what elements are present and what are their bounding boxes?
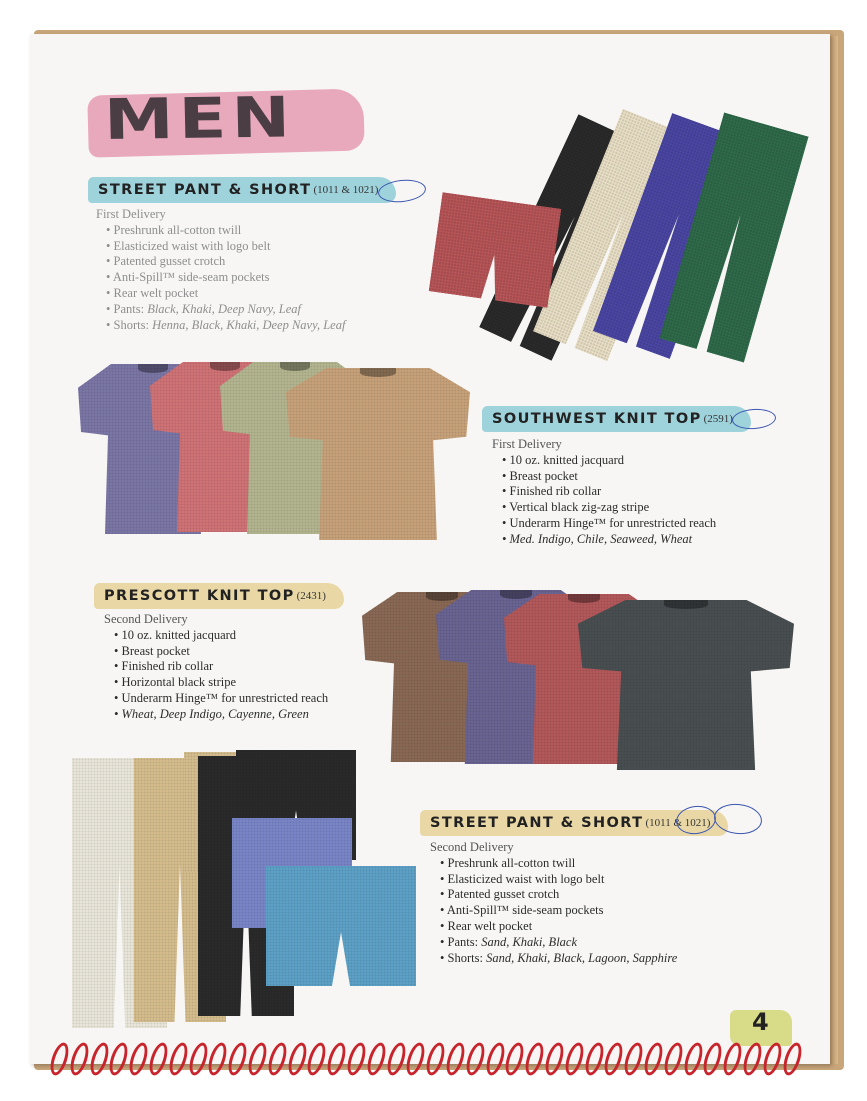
short-sapphire bbox=[266, 866, 416, 986]
pants-colors bbox=[440, 935, 677, 951]
spiral-coil bbox=[780, 1041, 805, 1078]
spiral-coil bbox=[582, 1041, 607, 1078]
spiral-coil bbox=[166, 1041, 191, 1078]
pants-colors bbox=[106, 302, 345, 318]
bullet-item: • Rear welt pocket bbox=[106, 286, 345, 302]
bullet-item: • Patented gusset crotch bbox=[106, 254, 345, 270]
southwest-knit-top-details bbox=[492, 437, 716, 548]
bullet-item: • Underarm Hinge™ for unrestricted reach bbox=[114, 691, 328, 707]
bullet-item: • Anti-Spill™ side-seam pockets bbox=[106, 270, 345, 286]
color-list: • Med. Indigo, Chile, Seaweed, Wheat bbox=[502, 532, 716, 548]
spiral-coil bbox=[720, 1041, 745, 1078]
spiral-coil bbox=[384, 1041, 409, 1078]
spiral-coil bbox=[621, 1041, 646, 1078]
bullet-item: • Rear welt pocket bbox=[440, 919, 677, 935]
spiral-coil bbox=[661, 1041, 686, 1078]
short-henna bbox=[429, 192, 562, 308]
spiral-coil bbox=[522, 1041, 547, 1078]
spiral-coil bbox=[285, 1041, 310, 1078]
pants-label: Pants: bbox=[113, 301, 148, 316]
southwest-tees-photo bbox=[78, 360, 470, 540]
shorts-label: Shorts: bbox=[113, 317, 153, 332]
spiral-coil bbox=[423, 1041, 448, 1078]
bullet-item: • Elasticized waist with logo belt bbox=[440, 872, 677, 888]
bullet-item: • Anti-Spill™ side-seam pockets bbox=[440, 903, 677, 919]
bullet-item: • 10 oz. knitted jacquard bbox=[114, 628, 328, 644]
pants-label: Pants: bbox=[447, 934, 482, 949]
shorts-color-list: Henna, Black, Khaki, Deep Navy, Leaf bbox=[152, 317, 346, 332]
spiral-coil bbox=[483, 1041, 508, 1078]
street-pants-photo-2 bbox=[68, 748, 424, 1030]
delivery-label: First Delivery bbox=[96, 207, 166, 221]
delivery-label: Second Delivery bbox=[104, 612, 188, 626]
style-code: (2591) bbox=[703, 413, 733, 425]
bullet-item: • Preshrunk all-cotton twill bbox=[440, 856, 677, 872]
spiral-coil bbox=[87, 1041, 112, 1078]
street-pant-short-details-1 bbox=[96, 207, 345, 333]
delivery-label: First Delivery bbox=[492, 437, 562, 451]
bullet-item: • Elasticized waist with logo belt bbox=[106, 239, 345, 255]
bullet-item: • Patented gusset crotch bbox=[440, 887, 677, 903]
shorts-colors bbox=[440, 951, 677, 967]
prescott-knit-top-details bbox=[104, 612, 328, 723]
spiral-coil bbox=[404, 1041, 429, 1078]
spiral-coil bbox=[641, 1041, 666, 1078]
bullet-item: • 10 oz. knitted jacquard bbox=[502, 453, 716, 469]
prescott-tees-photo bbox=[362, 588, 794, 768]
bullet-item: • Vertical black zig-zag stripe bbox=[502, 500, 716, 516]
street-pant-short-header-1 bbox=[98, 177, 378, 203]
spiral-coil bbox=[760, 1041, 785, 1078]
shorts-color-list: Sand, Khaki, Black, Lagoon, Sapphire bbox=[486, 950, 678, 965]
spiral-coil bbox=[503, 1041, 528, 1078]
spiral-coil bbox=[126, 1041, 151, 1078]
bullet-item: • Finished rib collar bbox=[114, 659, 328, 675]
spiral-coil bbox=[463, 1041, 488, 1078]
spiral-coil bbox=[562, 1041, 587, 1078]
section-title: SOUTHWEST KNIT TOP bbox=[492, 411, 702, 427]
prescott-knit-top-header bbox=[104, 583, 326, 609]
pants-color-list: Black, Khaki, Deep Navy, Leaf bbox=[147, 301, 301, 316]
style-code: (2431) bbox=[296, 590, 326, 602]
delivery-label: Second Delivery bbox=[430, 840, 514, 854]
bullet-item: • Horizontal black stripe bbox=[114, 675, 328, 691]
style-code: (1011 & 1021) bbox=[645, 817, 711, 829]
spiral-coil bbox=[225, 1041, 250, 1078]
shorts-label: Shorts: bbox=[447, 950, 487, 965]
spiral-coil bbox=[305, 1041, 330, 1078]
page-number: 4 bbox=[752, 1008, 769, 1036]
pants-color-list: Sand, Khaki, Black bbox=[481, 934, 578, 949]
spiral-coil bbox=[681, 1041, 706, 1078]
shorts-colors bbox=[106, 318, 345, 334]
color-list: • Wheat, Deep Indigo, Cayenne, Green bbox=[114, 707, 328, 723]
bullet-item: • Preshrunk all-cotton twill bbox=[106, 223, 345, 239]
style-code: (1011 & 1021) bbox=[313, 184, 379, 196]
bullet-item: • Breast pocket bbox=[114, 644, 328, 660]
spiral-binding bbox=[52, 1042, 812, 1082]
spiral-coil bbox=[602, 1041, 627, 1078]
spiral-coil bbox=[364, 1041, 389, 1078]
street-pant-short-header-2 bbox=[430, 810, 710, 836]
spiral-coil bbox=[107, 1041, 132, 1078]
page-title: MEN bbox=[103, 85, 296, 153]
street-pant-short-details-2 bbox=[430, 840, 677, 966]
spiral-coil bbox=[344, 1041, 369, 1078]
section-title: STREET PANT & SHORT bbox=[430, 815, 644, 831]
spiral-coil bbox=[265, 1041, 290, 1078]
bullet-item: • Finished rib collar bbox=[502, 484, 716, 500]
spiral-coil bbox=[443, 1041, 468, 1078]
spiral-coil bbox=[542, 1041, 567, 1078]
spiral-coil bbox=[146, 1041, 171, 1078]
spiral-coil bbox=[324, 1041, 349, 1078]
spiral-coil bbox=[701, 1041, 726, 1078]
section-title: STREET PANT & SHORT bbox=[98, 182, 312, 198]
spiral-coil bbox=[245, 1041, 270, 1078]
spiral-coil bbox=[740, 1041, 765, 1078]
section-title: PRESCOTT KNIT TOP bbox=[104, 588, 295, 604]
southwest-knit-top-header bbox=[492, 406, 733, 432]
spiral-coil bbox=[67, 1041, 92, 1078]
spiral-coil bbox=[206, 1041, 231, 1078]
street-pants-photo bbox=[425, 110, 805, 360]
bullet-item: • Underarm Hinge™ for unrestricted reach bbox=[502, 516, 716, 532]
bullet-item: • Breast pocket bbox=[502, 469, 716, 485]
spiral-coil bbox=[186, 1041, 211, 1078]
